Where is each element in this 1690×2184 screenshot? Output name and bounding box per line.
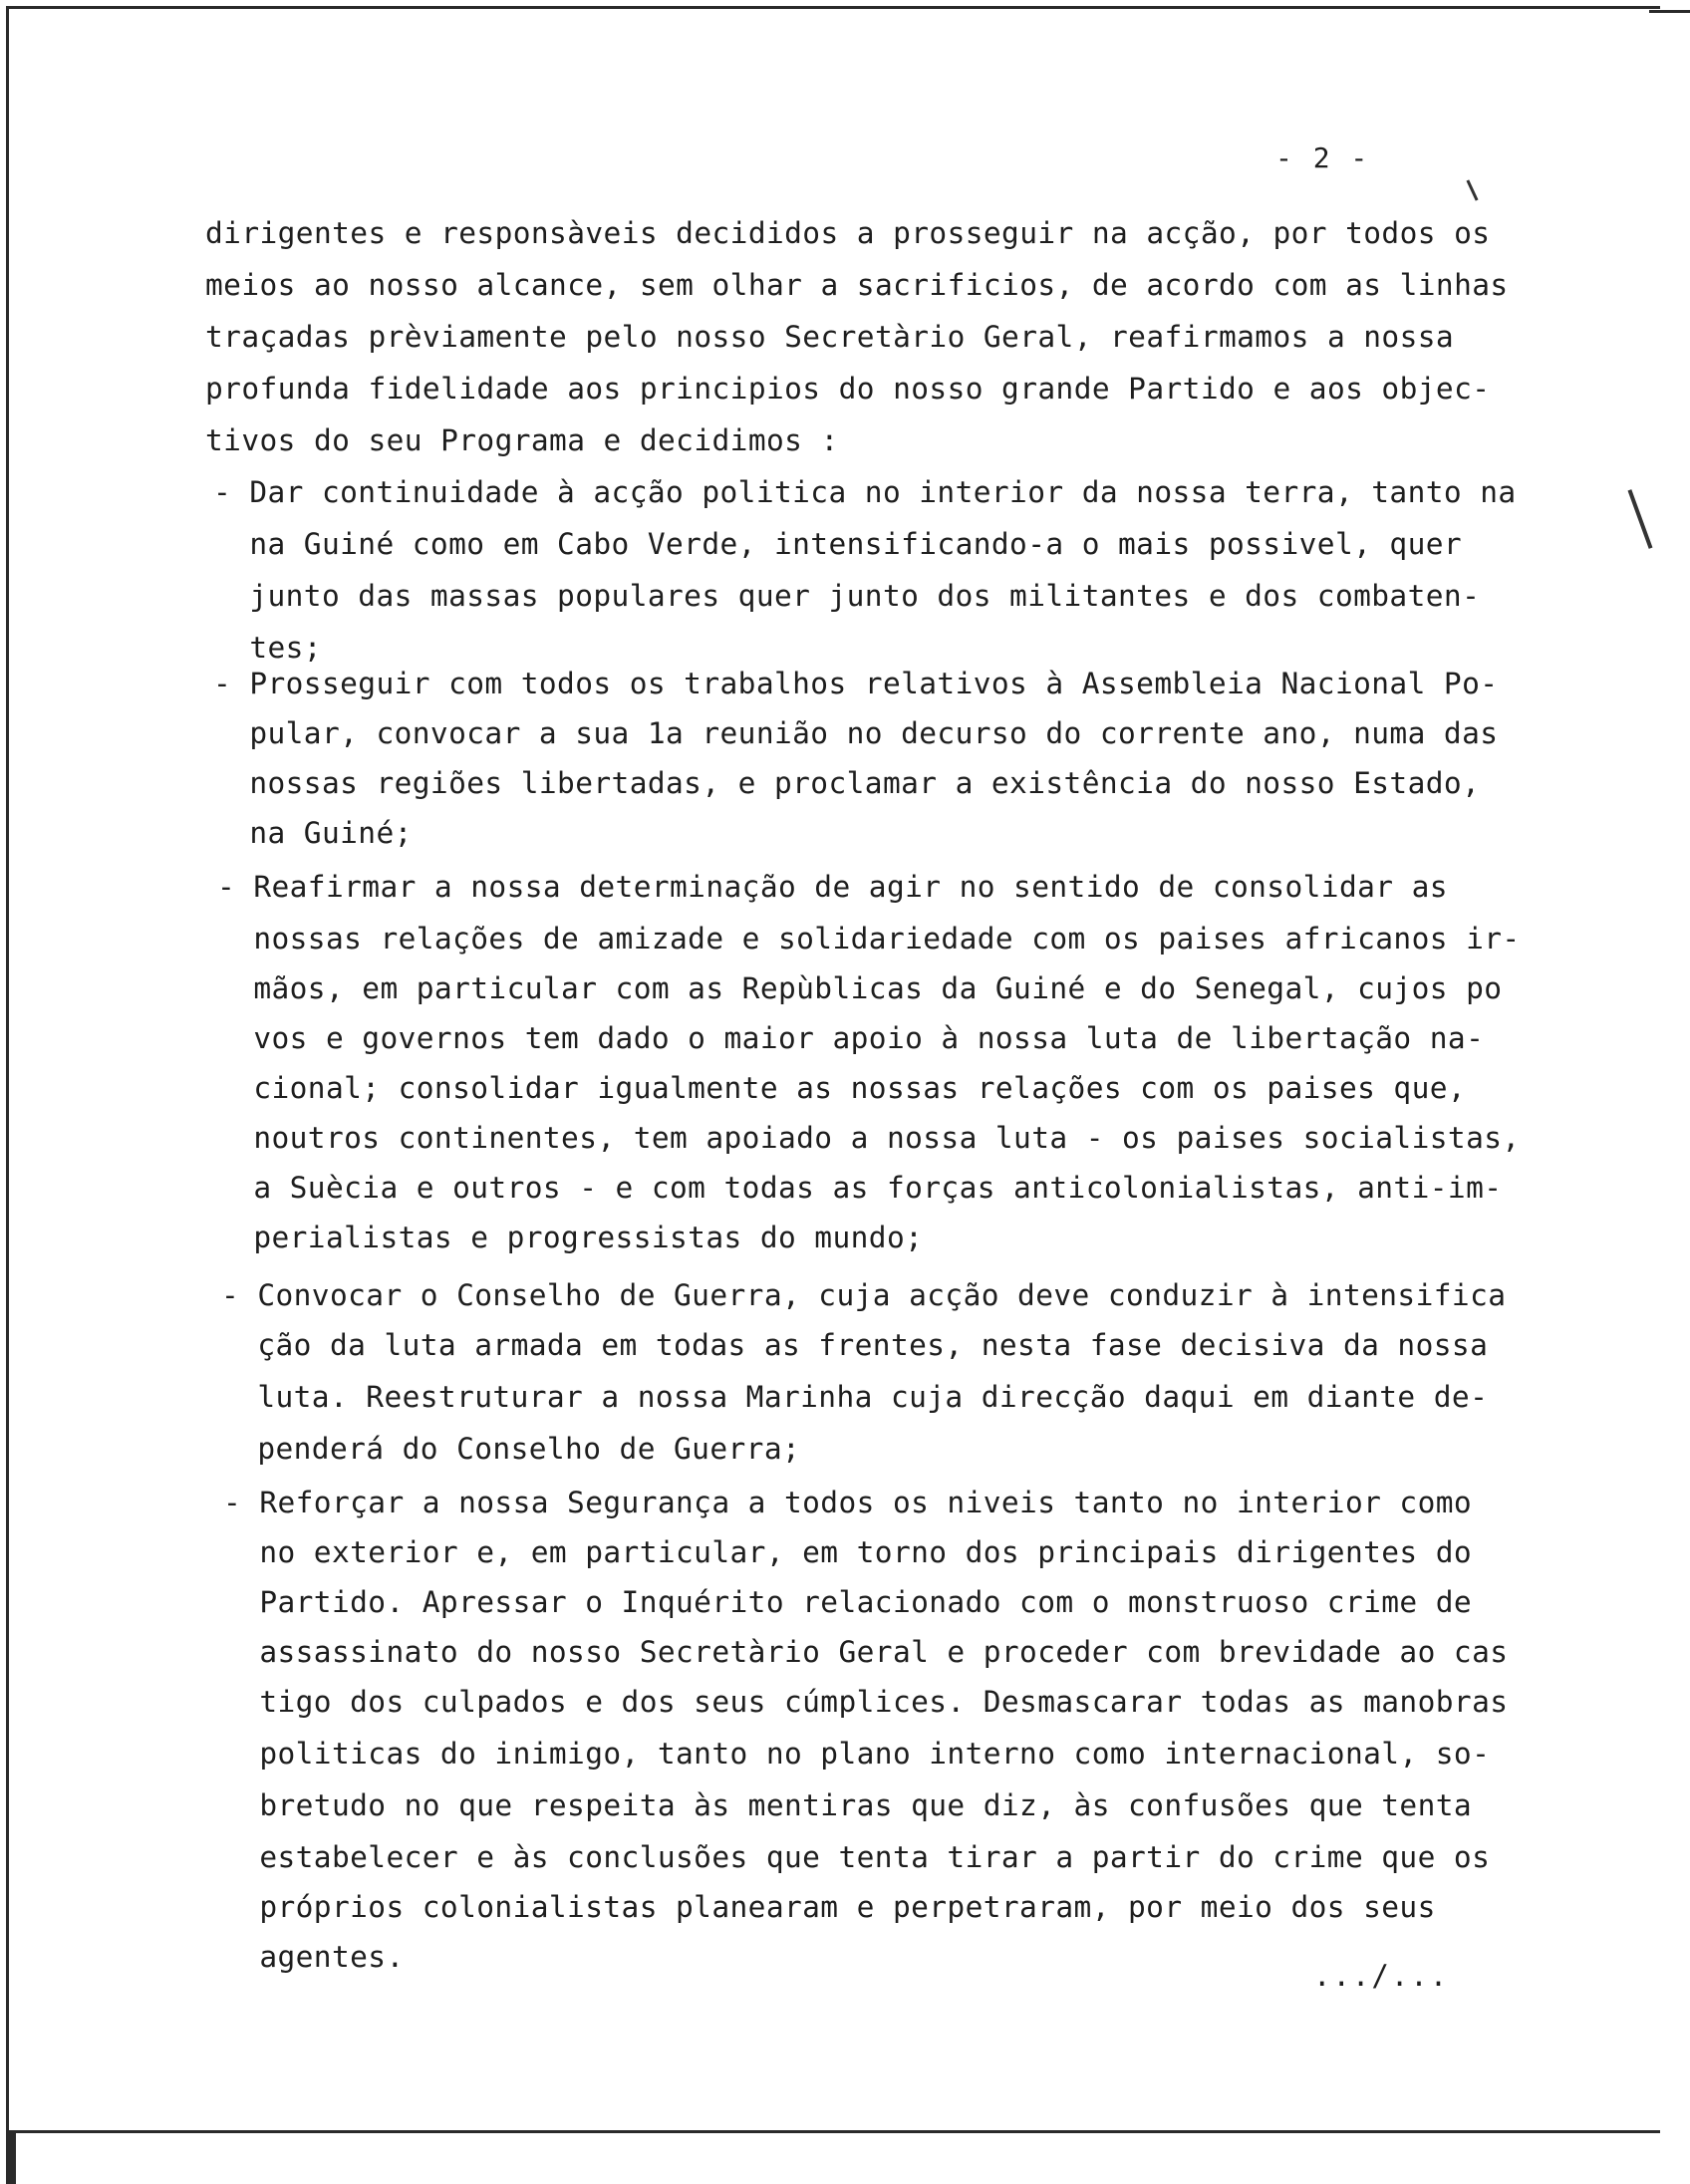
text-line: mãos, em particular com as Repùblicas da Guiné e do Senegal, cujos po [217, 971, 1503, 1005]
text-line: na Guiné como em Cabo Verde, intensificando-a o mais possivel, quer [213, 527, 1463, 561]
scan-mark [1628, 489, 1653, 549]
text-line: penderá do Conselho de Guerra; [221, 1432, 801, 1466]
text-line: luta. Reestruturar a nossa Marinha cuja direcção daqui em diante de- [221, 1380, 1489, 1414]
text-line: traçadas prèviamente pelo nosso Secretàrio Geral, reafirmamos a nossa [205, 320, 1455, 354]
text-line: perialistas e progressistas do mundo; [217, 1221, 924, 1254]
text-line: agentes. [223, 1940, 405, 1974]
text-line: - Convocar o Conselho de Guerra, cuja acção deve conduzir à intensifica [221, 1278, 1507, 1312]
text-line: profunda fidelidade aos principios do nosso grande Partido e aos objec- [205, 372, 1491, 406]
page-border-top-right [1649, 10, 1690, 13]
page-border-left [6, 6, 9, 2184]
text-line: tes; [213, 631, 322, 665]
text-line: - Dar continuidade à acção politica no interior da nossa terra, tanto na [213, 475, 1517, 509]
page-border-bottom [6, 2130, 1660, 2133]
text-line: - Reforçar a nossa Segurança a todos os niveis tanto no interior como [223, 1486, 1473, 1519]
text-line: ção da luta armada em todas as frentes, nesta fase decisiva da nossa [221, 1328, 1489, 1362]
text-line: nossas regiões libertadas, e proclamar a existência do nosso Estado, [213, 766, 1481, 800]
text-line: vos e governos tem dado o maior apoio à nossa luta de libertação na- [217, 1021, 1485, 1055]
text-line: junto das massas populares quer junto dos militantes e dos combaten- [213, 579, 1481, 613]
text-line: meios ao nosso alcance, sem olhar a sacrificios, de acordo com as linhas [205, 268, 1509, 302]
text-line: noutros continentes, tem apoiado a nossa luta - os paises socialistas, [217, 1121, 1521, 1155]
text-line: dirigentes e responsàveis decididos a prosseguir na acção, por todos os [205, 216, 1491, 250]
page-border-top [6, 6, 1660, 9]
text-line: cional; consolidar igualmente as nossas relações com os paises que, [217, 1071, 1467, 1105]
text-line: Partido. Apressar o Inquérito relacionado com o monstruoso crime de [223, 1585, 1473, 1619]
text-line: a Suècia e outros - e com todas as forças anticolonialistas, anti-im- [217, 1171, 1503, 1205]
text-line: tivos do seu Programa e decidimos : [205, 423, 839, 457]
text-line: bretudo no que respeita às mentiras que diz, às confusões que tenta [223, 1788, 1473, 1822]
text-line: politicas do inimigo, tanto no plano interno como internacional, so- [223, 1737, 1491, 1771]
page-number: - 2 - [1275, 141, 1370, 174]
text-line: assassinato do nosso Secretàrio Geral e proceder com brevidade ao cas [223, 1635, 1509, 1669]
continuation-marker: .../... [1313, 1959, 1450, 1993]
text-line: tigo dos culpados e dos seus cúmplices. Desmascarar todas as manobras [223, 1685, 1509, 1719]
text-line: pular, convocar a sua 1a reunião no decurso do corrente ano, numa das [213, 716, 1499, 750]
page-border-corner [6, 2130, 16, 2184]
text-line: estabelecer e às conclusões que tenta tirar a partir do crime que os [223, 1840, 1491, 1874]
text-line: - Reafirmar a nossa determinação de agir no sentido de consolidar as [217, 870, 1448, 904]
text-line: próprios colonialistas planearam e perpetraram, por meio dos seus [223, 1890, 1436, 1924]
text-line: - Prosseguir com todos os trabalhos relativos à Assembleia Nacional Po- [213, 667, 1499, 700]
scan-mark [1466, 179, 1478, 200]
text-line: na Guiné; [213, 816, 413, 850]
text-line: no exterior e, em particular, em torno dos principais dirigentes do [223, 1535, 1473, 1569]
text-line: nossas relações de amizade e solidariedade com os paises africanos ir- [217, 922, 1521, 956]
